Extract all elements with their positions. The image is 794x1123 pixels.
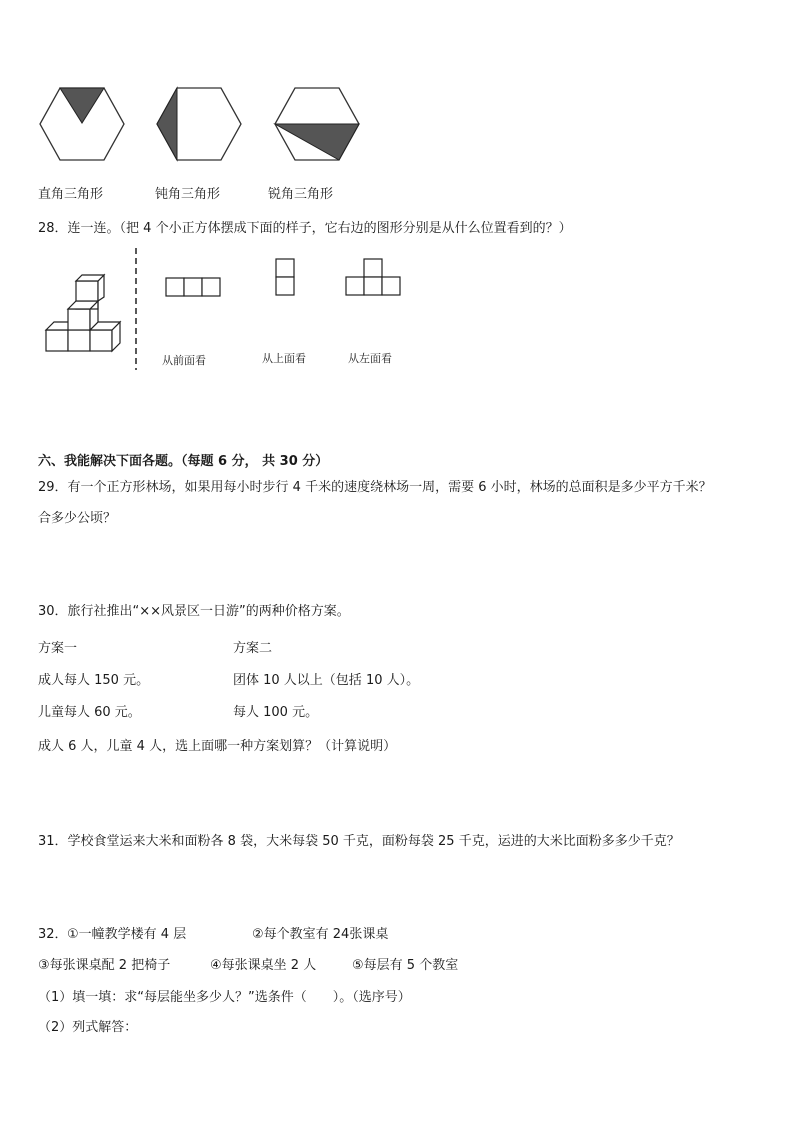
q30-plan1-line2: 儿童每人 60 元。 (38, 705, 141, 720)
q31-text: 31．学校食堂运来大米和面粉各 8 袋，大米每袋 50 千克，面粉每袋 25 千克，运进的大米比面粉多多少千克？ (38, 834, 680, 849)
q32-condition-2: ②每个教室有 24张课桌 (252, 927, 389, 942)
label-obtuse-triangle: 钝角三角形 (155, 187, 221, 202)
hexagon-obtuse-triangle-figure (155, 85, 245, 165)
separator-dashed-line (134, 248, 138, 370)
view-three-in-row (165, 277, 223, 297)
section6-heading: 六、我能解决下面各题。（每题 6 分， 共 30 分） (38, 454, 329, 469)
q32-part1: （1）填一填：求“每层能坐多少人？”选条件（ ）。（选序号） (38, 990, 411, 1005)
view-label-front: 从前面看 (162, 354, 206, 367)
view-label-top: 从上面看 (262, 352, 306, 365)
q30-plan2-title: 方案二 (233, 641, 273, 656)
q28-prompt: 28．连一连。（把 4 个小正方体摆成下面的样子，它右边的图形分别是从什么位置看到的？） (38, 221, 572, 236)
q29-line2: 合多少公顷？ (38, 511, 117, 526)
q30-plan2-line1: 团体 10 人以上（包括 10 人）。 (233, 673, 420, 688)
label-acute-triangle: 锐角三角形 (268, 187, 334, 202)
q32-condition-1: ①一幢教学楼有 4 层 (67, 927, 187, 942)
q29-line1: 29．有一个正方形林场，如果用每小时步行 4 千米的速度绕林场一周，需要 6 小时，林场的总面积是多少平方千米？ (38, 480, 712, 495)
cube-stack-figure (44, 295, 124, 355)
q30-plan1-title: 方案一 (38, 641, 78, 656)
q32-condition-4: ④每张课桌坐 2 人 (210, 958, 317, 973)
q30-plan1-line1: 成人每人 150 元。 (38, 673, 150, 688)
q32-prefix: 32． (38, 927, 68, 942)
hexagon-acute-triangle-figure (273, 85, 363, 165)
q30-question: 成人 6 人，儿童 4 人，选上面哪一种方案划算？（计算说明） (38, 739, 397, 754)
view-two-stacked (275, 258, 297, 298)
q32-part2: （2）列式解答： (38, 1020, 138, 1035)
label-right-triangle: 直角三角形 (38, 187, 104, 202)
q30-plan2-line2: 每人 100 元。 (233, 705, 319, 720)
view-label-left: 从左面看 (348, 352, 392, 365)
q32-condition-5: ⑤每层有 5 个教室 (352, 958, 459, 973)
view-t-shape (345, 258, 405, 298)
hexagon-right-triangle-figure (38, 85, 128, 165)
q32-condition-3: ③每张课桌配 2 把椅子 (38, 958, 171, 973)
q30-intro: 30．旅行社推出“××风景区一日游”的两种价格方案。 (38, 604, 350, 619)
